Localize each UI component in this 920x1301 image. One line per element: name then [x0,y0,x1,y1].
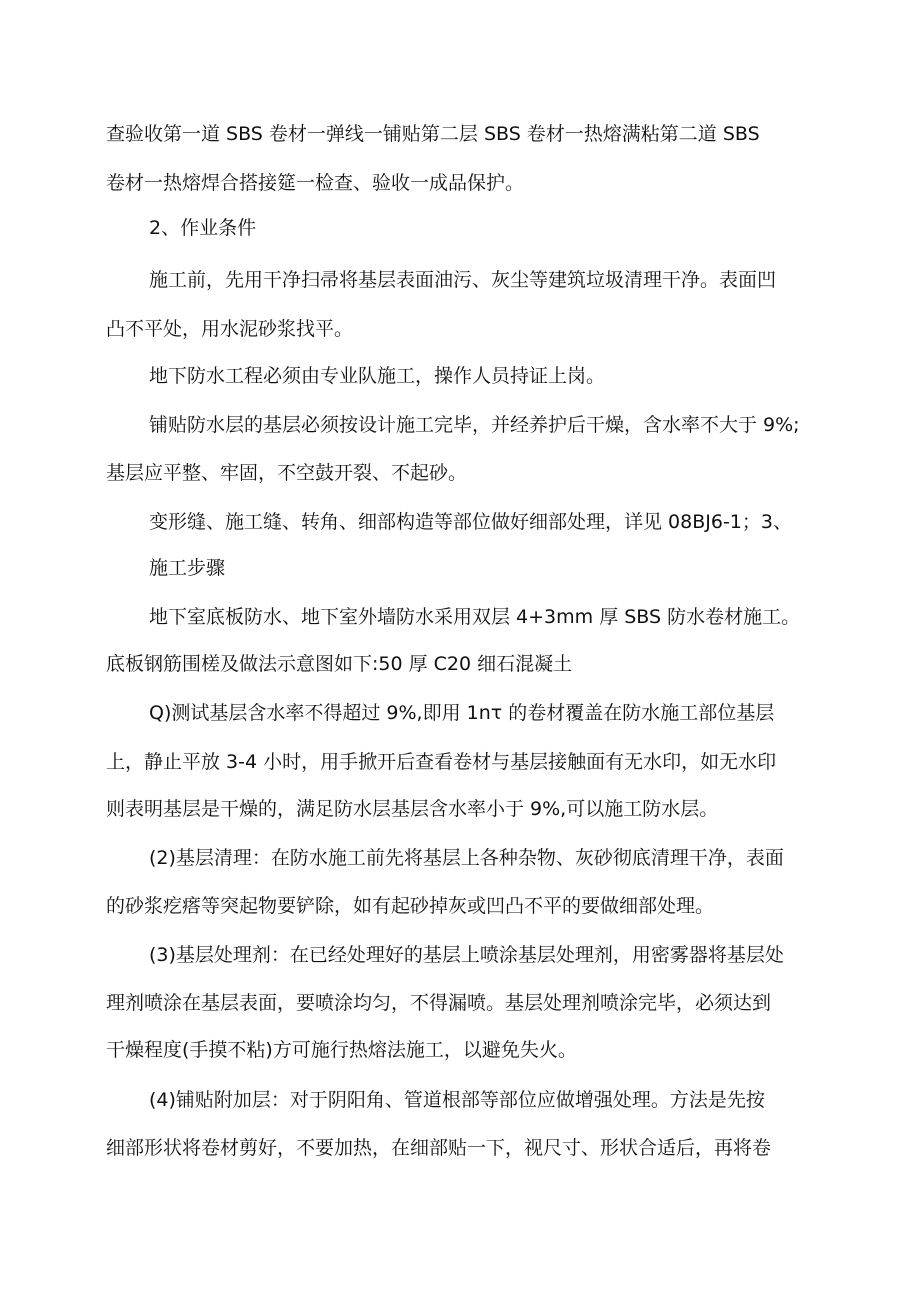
text-line: (3)基层处理剂：在已经处理好的基层上喷涂基层处理剂，用密雾器将基层处 [149,944,784,966]
text-line: 卷材一热熔焊合搭接筵一检查、验收一成品保护。 [106,172,525,194]
text-line: 细部形状将卷材剪好，不要加热，在细部贴一下，视尺寸、形状合适后，再将卷 [106,1137,772,1159]
text-line: 上，静止平放 3-4 小时，用手掀开后查看卷材与基层接触面有无水印，如无水印 [106,751,777,773]
text-line: 底板钢筋围槎及做法示意图如下:50 厚 C20 细石混凝土 [106,653,573,675]
text-line: 查验收第一道 SBS 卷材一弹线一铺贴第二层 SBS 卷材一热熔满粘第二道 SBS [106,123,760,145]
text-line: 铺贴防水层的基层必须按设计施工完毕，并经养护后干燥，含水率不大于 9%; [149,414,800,436]
text-line: 凸不平处，用水泥砂浆找平。 [106,318,354,340]
text-line: 变形缝、施工缝、转角、细部构造等部位做好细部处理，详见 08BJ6-1；3、 [149,511,792,533]
text-line: 基层应平整、牢固，不空鼓开裂、不起砂。 [106,462,468,484]
text-line: 干燥程度(手摸不粘)方可施行热熔法施工，以避免失火。 [106,1039,577,1061]
text-line: 地下室底板防水、地下室外墙防水采用双层 4+3mm 厚 SBS 防水卷材施工。 [149,606,801,628]
section-heading: 施工步骤 [149,557,226,579]
text-line: Q)测试基层含水率不得超过 9%,即用 1nτ 的卷材覆盖在防水施工部位基层 [149,702,775,724]
text-line: (2)基层清理：在防水施工前先将基层上各种杂物、灰砂彻底清理干净，表面 [149,847,784,869]
text-line: (4)铺贴附加层：对于阴阳角、管道根部等部位应做增强处理。方法是先按 [149,1089,765,1111]
text-line: 理剂喷涂在基层表面，要喷涂均匀，不得漏喷。基层处理剂喷涂完毕，必须达到 [106,992,772,1014]
text-line: 地下防水工程必须由专业队施工，操作人员持证上岗。 [149,365,606,387]
section-heading: 2、作业条件 [149,217,257,239]
text-line: 则表明基层是干燥的，满足防水层基层含水率小于 9%,可以施工防水层。 [106,798,719,820]
text-line: 施工前，先用干净扫帚将基层表面油污、灰尘等建筑垃圾清理干净。表面凹 [149,269,777,291]
text-line: 的砂浆疙瘩等突起物要铲除，如有起砂掉灰或凹凸不平的要做细部处理。 [106,895,715,917]
